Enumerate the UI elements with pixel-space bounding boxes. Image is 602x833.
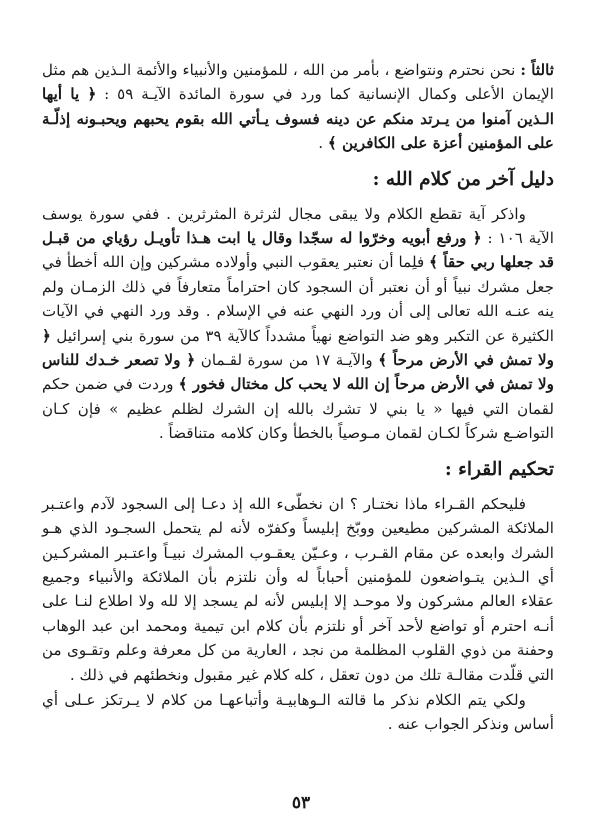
paragraph-text: واذكر آية تقطع الكلام ولا يبقى مجال لثرثرة المثرثرين . ففي سورة يوسف الآية ١٠٦ :: [42, 204, 554, 248]
point-label: ثالثاً :: [520, 61, 554, 79]
paragraph-text: وردت في ضمن حكم لقمان التي فيها « يا بني لا تشرك بالله إن الشرك لظلم عظيم » فإن كـان التواضـع شركاً لكـان لقمان مـوصياً بالخطأ وكان كلامه متناقضاً .: [42, 375, 554, 443]
paragraph-closing: ولكي يتم الكلام نذكر ما قالته الـوهابيـة وأتباعهـا من كلام لا يـرتكز عـلى أي أساس ونذكر الجواب عنه .: [42, 690, 554, 734]
section-heading: تحكيم القراء :: [444, 458, 554, 480]
paragraph-evidence: [42, 202, 554, 446]
quran-quote: ﴿ يا أيها الـذين آمنوا من يـرتد منكم عن دينه فسوف يـأتي الله بقوم يحبهم ويحبـونه إذلّـة على المؤمنين أعزة على الكافرين ﴾: [42, 85, 554, 153]
quran-quote: ﴿ ولا تمش في الأرض مرحاً ﴾: [42, 326, 554, 370]
page-number: ٥٣: [291, 793, 311, 813]
document-page: [42, 58, 554, 737]
quran-quote: ﴿ ورفع أبويه وخرّوا له سجّدا وقال يا ابت هـذا تأويـل رؤياي من قبـل قد جعلها ربي حقاً ﴾: [42, 229, 554, 272]
paragraph-text: نحن نحترم ونتواضع ، بأمر من الله ، للمؤمنين والأنبياء والأئمة الـذين هم مثل الإيمان الأعلى وكمال الإنسانية كما ورد في سورة المائدة الآيـة ٥٩ :: [42, 61, 554, 104]
paragraph-readers-judgement: فليحكم القـراء ماذا نختـار ؟ ان نخطّىء الله إذ دعـا إلى السجود لآدم واعتـبر الملائكة المشركين مطيعين ووبّخ إبليساً وكفرّه لأنه لم يتحمل السجـود الذي هـو الشرك وابعده عن مقام القـرب ، وعـيّن يعقـوب المشرك نبيـاً واعتـبر المشركـين أي الـذين يتـواضعون للمؤمنين أحباباً له وأن نلتزم بأن الملائكة والأنبياء وجميع عقلاء العالم مشركون ولا موحـد إلا إبليس لأنه لم يسجد إلا لله ولا اطلاع لنـا على أنـه احترم أو تواضع لأحد آخر أو نلتزم بأن كلام ابن تيمية ومحمد ابن عبد الوهاب وحفنة من ذوي القلوب المظلمة من نجد ، العارية من كل معرفة وعلم وتقـوى من التي قلّدت مقالـة تلك من دون تعقل ، كله كلام غير مقبول ونخطئهم في ذلك .: [42, 494, 554, 684]
quran-quote: ﴿ ولا تصعر خـدك للناس ولا تمش في الأرض مرحاً إن الله لا يحب كل مختال فخور ﴾: [42, 351, 554, 394]
paragraph-third-point: [42, 58, 554, 156]
paragraph-text: فلِما أن نعتبر يعقوب النبي وأولاده مشركين وإن الله أخطأ في جعل مشرك نبياً أو أن نعتبر أن السجود كان احتراماً متعارفاً في ذلك الزمـان ولم ينه عنـه الله تعالى إلى أن ورد النهي عنه في الإسلام . وقد ورد النهي في الآيات الكثيرة عن التكبر وهو ضد التواضع نهياً مشدداً كالآية ٣٩ من سورة بني إسرائيل: [42, 253, 554, 345]
paragraph-text: .: [318, 134, 328, 153]
section-heading: دليل آخر من كلام الله :: [372, 168, 554, 190]
paragraph-text: والآيـة ١٧ من سورة لقـمان: [195, 351, 379, 370]
